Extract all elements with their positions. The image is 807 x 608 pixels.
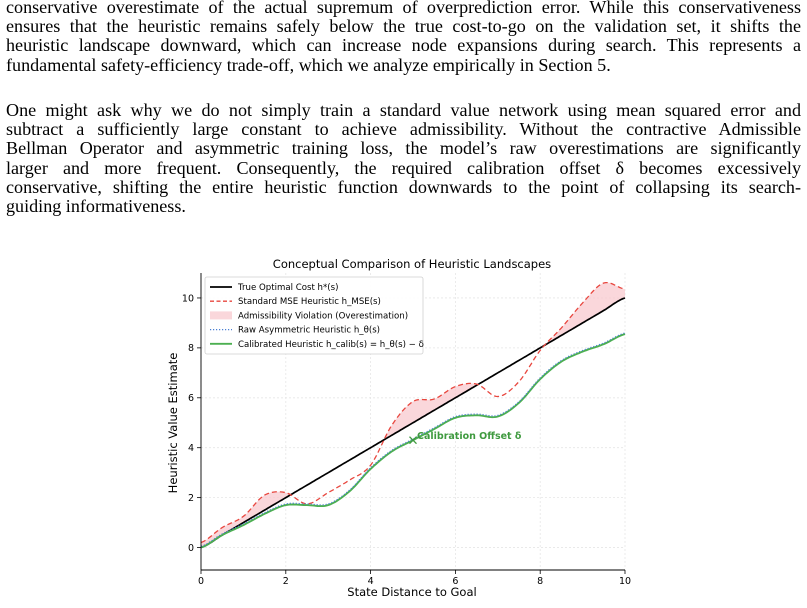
legend-swatch-fill — [210, 311, 232, 319]
legend-label: Admissibility Violation (Overestimation) — [238, 311, 409, 322]
admissibility-violation-area — [546, 283, 626, 345]
text-line: heuristic landscape downward, which can increase node expansions during search. This represents a — [6, 35, 801, 56]
text-line: larger and more frequent. Consequently, the required calibration offset δ becomes excessively — [6, 157, 801, 178]
x-tick-label: 10 — [618, 576, 632, 587]
legend-label: Raw Asymmetric Heuristic h_θ(s) — [238, 325, 381, 336]
text-line: subtract a sufficiently large constant to achieve admissibility. Without the contractive Admissible — [6, 119, 801, 140]
paragraph-2 — [6, 101, 801, 216]
y-tick-label: 4 — [187, 443, 194, 455]
x-tick-label: 4 — [367, 576, 374, 587]
calibration-offset-annotation: Calibration Offset δ — [417, 431, 522, 443]
y-tick-label: 2 — [187, 492, 194, 504]
x-tick-label: 0 — [197, 576, 205, 587]
legend-label: True Optimal Cost h*(s) — [238, 283, 339, 293]
y-axis-label: Heuristic Value Estimate — [166, 352, 180, 494]
x-tick-label: 6 — [452, 576, 459, 587]
x-axis-label: State Distance to Goal — [347, 585, 477, 599]
chart-title: Conceptual Comparison of Heuristic Landscapes — [272, 257, 552, 271]
y-tick-label: 8 — [187, 343, 194, 355]
heuristic-comparison-figure — [160, 253, 640, 603]
chart-legend — [205, 277, 424, 354]
text-line: conservative, shifting the entire heuristic function downwards to the point of collapsing its search- — [6, 176, 801, 197]
text-line: One might ask why we do not simply train a standard value network using mean squared error and — [6, 100, 801, 120]
line-chart — [160, 253, 640, 603]
text-line: guiding informativeness. — [6, 196, 186, 217]
x-tick-label: 2 — [282, 576, 289, 587]
text-line: fundamental safety-efficiency trade-off, which we analyze empirically in Section 5. — [6, 54, 611, 75]
y-tick-label: 10 — [181, 293, 194, 305]
paragraph-1 — [6, 0, 801, 75]
x-tick-label: 8 — [537, 576, 544, 587]
y-tick-label: 0 — [187, 542, 194, 554]
text-line: conservative overestimate of the actual supremum of overprediction error. While this conservativeness — [6, 0, 801, 17]
text-line: Bellman Operator and asymmetric training loss, the model’s raw overestimations are significantly — [6, 138, 801, 159]
text-line: ensures that the heuristic remains safely below the true cost-to-go on the validation set, it shifts the — [6, 16, 801, 37]
legend-label: Standard MSE Heuristic h_MSE(s) — [238, 297, 381, 308]
y-tick-label: 6 — [187, 393, 194, 405]
legend-label: Calibrated Heuristic h_calib(s) = h_θ(s) − δ — [238, 339, 424, 350]
